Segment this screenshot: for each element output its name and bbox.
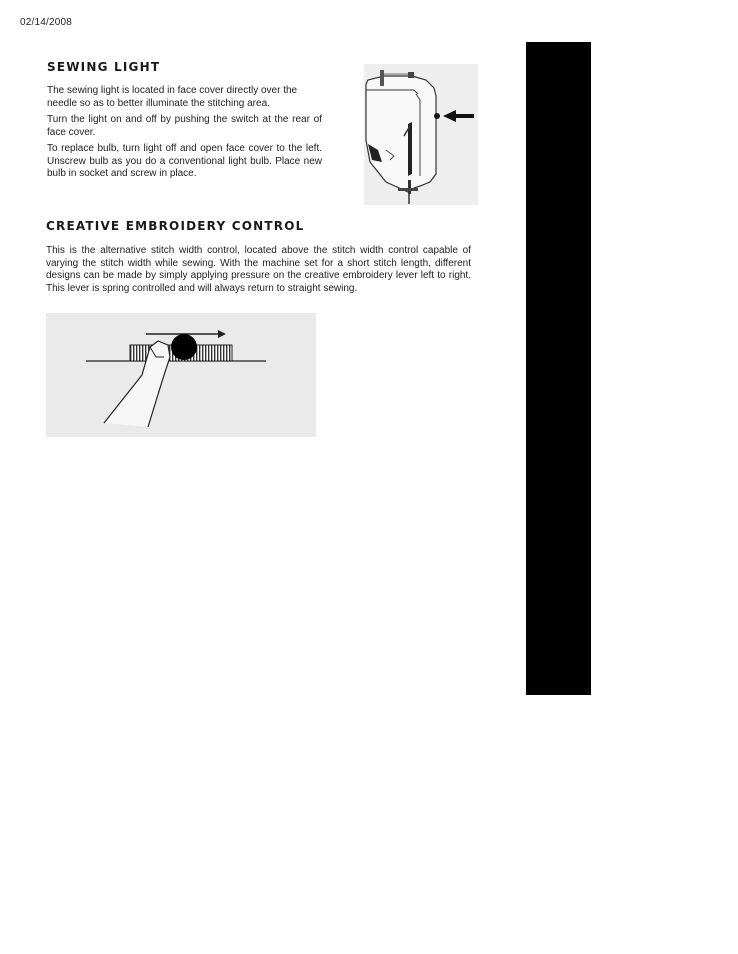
sewing-light-heading: SEWING LIGHT: [47, 60, 161, 74]
creative-embroidery-paragraph: This is the alternative stitch width control, located above the stitch width control capable of varying the stitch width while sewing. With the machine set for a short stitch length, different designs can be made by simply applying pressure on the creative embroidery lever left to right. This lever is spring controlled and will always return to straight sewing.: [46, 245, 471, 294]
sewing-light-paragraph-1: The sewing light is located in face cover directly over the needle so as to better illuminate the stitching area.: [47, 85, 298, 109]
lever-and-finger-drawing: [46, 313, 316, 437]
face-cover-illustration: [364, 64, 478, 205]
sewing-light-paragraph-2: Turn the light on and off by pushing the switch at the rear of face cover.: [47, 114, 322, 138]
embroidery-lever-illustration: [46, 313, 316, 437]
sewing-machine-head-drawing: [364, 64, 478, 205]
creative-embroidery-heading: CREATIVE EMBROIDERY CONTROL: [46, 219, 305, 233]
sewing-light-paragraph-3: To replace bulb, turn light off and open face cover to the left. Unscrew bulb as you do a conventional light bulb. Place new bulb in socket and screw in place.: [47, 143, 322, 179]
scan-edge-black-bar: [526, 42, 591, 695]
date-stamp: 02/14/2008: [20, 17, 73, 28]
